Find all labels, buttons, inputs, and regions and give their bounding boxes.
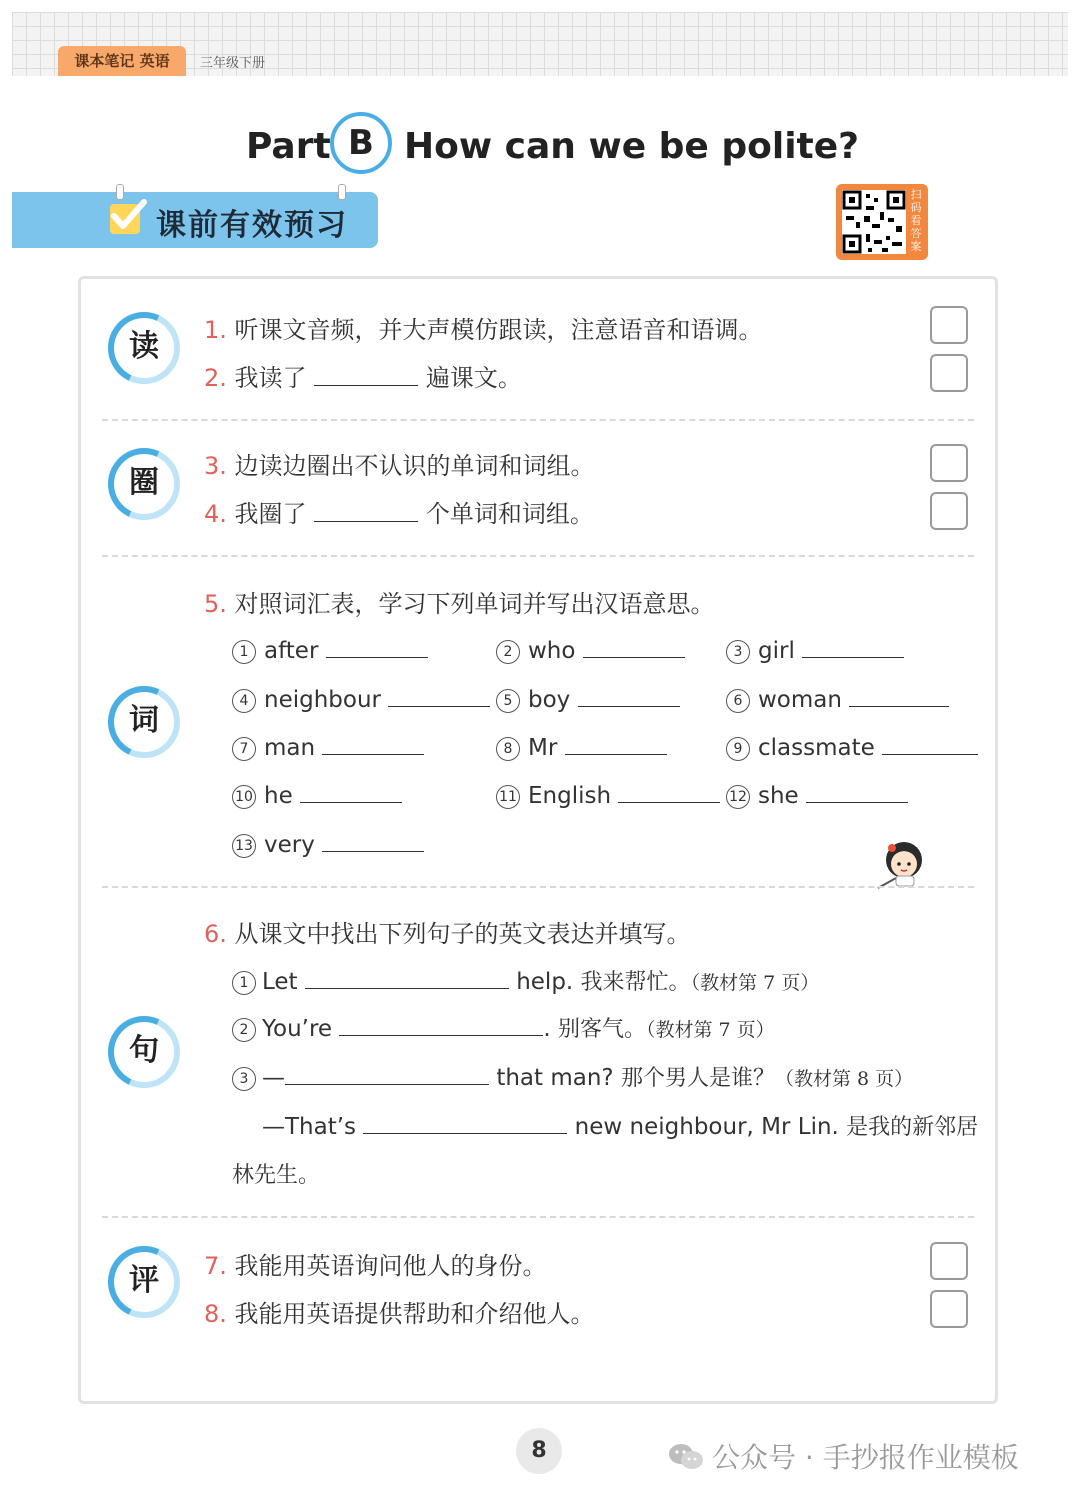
item-2: 2. 我读了 遍课文。	[204, 358, 522, 393]
wechat-icon	[668, 1443, 704, 1471]
divider	[102, 419, 974, 421]
page-title	[0, 108, 1080, 180]
blank-circle-count[interactable]	[314, 497, 418, 522]
qr-label: 扫码看答案	[910, 188, 922, 253]
girl-mascot-icon	[874, 838, 930, 892]
title-letter-circle: B	[330, 112, 392, 174]
divider	[102, 555, 974, 557]
word-item: 13 very	[232, 828, 424, 858]
word-item: 1 after	[232, 634, 428, 664]
checkbox-item-2[interactable]	[930, 354, 968, 392]
qr-code-icon	[842, 190, 906, 254]
sentence-3: 3 — that man? 那个男人是谁？（教材第 8 页）	[232, 1061, 913, 1092]
item-1: 1. 听课文音频，并大声模仿跟读，注意语音和语调。	[204, 316, 763, 344]
item-3: 3. 边读边圈出不认识的单词和词组。	[204, 452, 595, 480]
checkbox-item-7[interactable]	[930, 1242, 968, 1280]
badge-circle: 圈	[108, 448, 180, 520]
sentence-blank[interactable]	[363, 1110, 567, 1134]
word-blank[interactable]	[300, 779, 402, 803]
item-6: 6. 从课文中找出下列句子的英文表达并填写。	[204, 920, 691, 948]
book-tag: 课本笔记 英语	[58, 46, 186, 76]
banner-pin-right	[338, 184, 346, 200]
page-number: 8	[516, 1428, 562, 1474]
word-blank[interactable]	[882, 731, 978, 755]
sentence-4: —That’s new neighbour, Mr Lin. 是我的新邻居	[262, 1110, 978, 1141]
divider	[102, 1216, 974, 1218]
word-blank[interactable]	[802, 634, 904, 658]
checkbox-item-4[interactable]	[930, 492, 968, 530]
badge-evaluate: 评	[108, 1246, 180, 1318]
item-4: 4. 我圈了 个单词和词组。	[204, 494, 594, 529]
word-item: 4 neighbour	[232, 683, 490, 713]
word-item: 6 woman	[726, 683, 949, 713]
word-item: 8 Mr	[496, 731, 667, 761]
sentence-1: 1 Let help. 我来帮忙。（教材第 7 页）	[232, 965, 819, 996]
word-item: 11 English	[496, 779, 720, 809]
word-blank[interactable]	[806, 779, 908, 803]
blank-read-count[interactable]	[314, 361, 418, 386]
word-item: 2 who	[496, 634, 685, 664]
word-blank[interactable]	[578, 683, 680, 707]
item-7: 7. 我能用英语询问他人的身份。	[204, 1252, 547, 1280]
word-item: 9 classmate	[726, 731, 978, 761]
divider	[102, 886, 974, 888]
sentence-2: 2 You’re . 别客气。（教材第 7 页）	[232, 1012, 775, 1043]
banner-label: 课前有效预习	[156, 208, 348, 243]
sentence-4-continued: 林先生。	[232, 1163, 321, 1188]
sentence-blank[interactable]	[339, 1012, 543, 1036]
word-item: 10 he	[232, 779, 402, 809]
word-item: 12 she	[726, 779, 908, 809]
badge-read: 读	[108, 312, 180, 384]
badge-words: 词	[108, 686, 180, 758]
word-blank[interactable]	[618, 779, 720, 803]
qr-answer-box[interactable]	[836, 184, 928, 260]
badge-sentences: 句	[108, 1016, 180, 1088]
word-item: 5 boy	[496, 683, 680, 713]
sentence-blank[interactable]	[305, 965, 509, 989]
checkbox-item-1[interactable]	[930, 306, 968, 344]
word-blank[interactable]	[322, 828, 424, 852]
grade-tag: 三年级下册	[200, 56, 266, 71]
watermark: 公众号 · 手抄报作业模板	[668, 1436, 1019, 1476]
title-part: Part	[246, 126, 331, 167]
check-icon	[110, 204, 140, 234]
word-item: 3 girl	[726, 634, 904, 664]
word-blank[interactable]	[565, 731, 667, 755]
sentence-blank[interactable]	[285, 1061, 489, 1085]
word-blank[interactable]	[583, 634, 685, 658]
title-text: How can we be polite?	[404, 126, 860, 167]
word-blank[interactable]	[388, 683, 490, 707]
item-5: 5. 对照词汇表，学习下列单词并写出汉语意思。	[204, 590, 715, 618]
word-blank[interactable]	[849, 683, 949, 707]
item-8: 8. 我能用英语提供帮助和介绍他人。	[204, 1300, 595, 1328]
word-blank[interactable]	[322, 731, 424, 755]
word-blank[interactable]	[326, 634, 428, 658]
checkbox-item-3[interactable]	[930, 444, 968, 482]
word-item: 7 man	[232, 731, 424, 761]
checkbox-item-8[interactable]	[930, 1290, 968, 1328]
